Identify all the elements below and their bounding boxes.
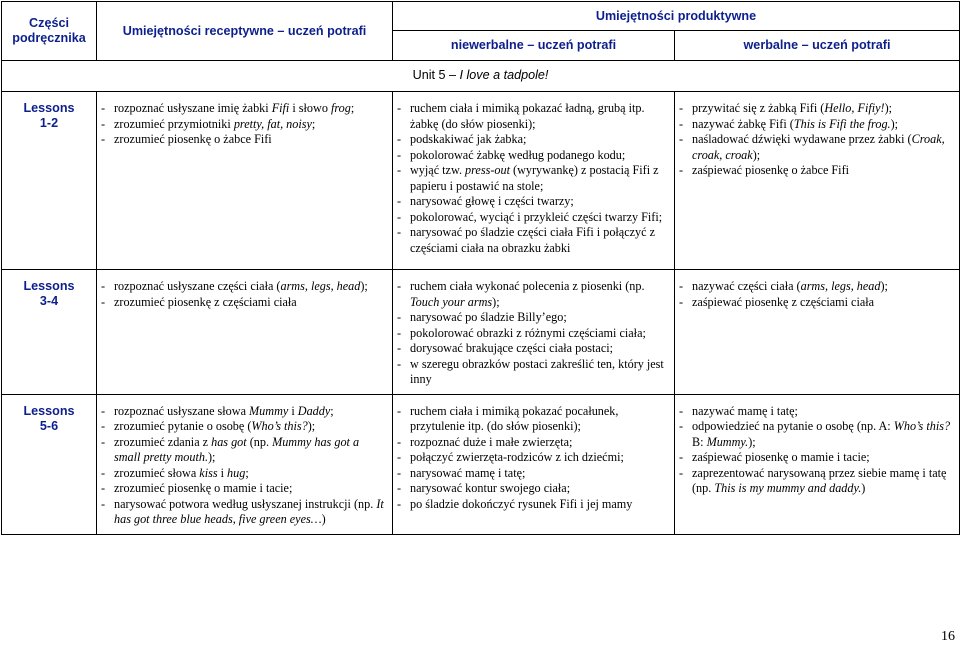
nonverbal-list [397,404,670,513]
lesson-cell: Lessons 5-6 [2,394,97,534]
receptive-list [101,279,388,310]
lesson-cell: Lessons 3-4 [2,270,97,395]
lesson-cell: Lessons 1-2 [2,92,97,270]
page-number: 16 [941,629,955,644]
table-row [2,92,960,270]
list-item: - naśladować dźwięki wydawane przez żabki (Croak, croak, croak); [679,132,955,163]
list-item: - zrozumieć zdania z has got (np. Mummy has got a small pretty mouth.); [101,435,388,466]
list-item: - po śladzie dokończyć rysunek Fifi i jej mamy [397,497,670,513]
list-item: - rozpoznać usłyszane słowa Mummy i Daddy; [101,404,388,420]
table-row [2,394,960,534]
list-item: - zrozumieć pytanie o osobę (Who’s this?); [101,419,388,435]
header-productive: Umiejętności produktywne [393,2,960,31]
list-item: - ruchem ciała i mimiką pokazać pocałunek, przytulenie itp. (do słów piosenki); [397,404,670,435]
list-item: - pokolorować obrazki z różnymi częściami ciała; [397,326,670,342]
list-item: - zaśpiewać piosenkę o mamie i tacie; [679,450,955,466]
header-nonverbal: niewerbalne – uczeń potrafi [393,31,675,61]
list-item: - narysować głowę i części twarzy; [397,194,670,210]
list-item: - zrozumieć piosenkę z częściami ciała [101,295,388,311]
list-item: - ruchem ciała wykonać polecenia z piosenki (np. Touch your arms); [397,279,670,310]
verbal-list [679,279,955,310]
list-item: - ruchem ciała i mimiką pokazać ładną, grubą itp. żabkę (do słów piosenki); [397,101,670,132]
list-item: - narysować kontur swojego ciała; [397,481,670,497]
list-item: - zaśpiewać piosenkę o żabce Fifi [679,163,955,179]
list-item: - narysować po śladzie Billy’ego; [397,310,670,326]
list-item: - wyjąć tzw. press-out (wyrywankę) z postacią Fifi z papieru i postawić na stole; [397,163,670,194]
unit-prefix: Unit 5 – [412,68,460,83]
list-item: - rozpoznać usłyszane imię żabki Fifi i słowo frog; [101,101,388,117]
nonverbal-list [397,279,670,388]
table-row [2,270,960,395]
list-item: - narysować mamę i tatę; [397,466,670,482]
header-receptive: Umiejętności receptywne – uczeń potrafi [97,2,393,61]
list-item: - pokolorować, wyciąć i przykleić części twarzy Fifi; [397,210,670,226]
receptive-list [101,404,388,528]
list-item: - podskakiwać jak żabka; [397,132,670,148]
list-item: - przywitać się z żabką Fifi (Hello, Fifiy!); [679,101,955,117]
list-item: - zaśpiewać piosenkę z częściami ciała [679,295,955,311]
verbal-list [679,101,955,179]
list-item: - nazywać żabkę Fifi (This is Fifi the frog.); [679,117,955,133]
list-item: - pokolorować żabkę według podanego kodu; [397,148,670,164]
list-item: - połączyć zwierzęta-rodziców z ich dziećmi; [397,450,670,466]
header-parts: Części podręcznika [2,2,97,61]
list-item: - zaprezentować narysowaną przez siebie mamę i tatę (np. This is my mummy and daddy.) [679,466,955,497]
list-item: - narysować potwora według usłyszanej instrukcji (np. It has got three blue heads, five green eyes…) [101,497,388,528]
unit-title [2,61,960,92]
list-item: - zrozumieć słowa kiss i hug; [101,466,388,482]
list-item: - rozpoznać usłyszane części ciała (arms, legs, head); [101,279,388,295]
receptive-list [101,101,388,148]
list-item: - odpowiedzieć na pytanie o osobę (np. A: Who’s this? B: Mummy.); [679,419,955,450]
list-item: - zrozumieć piosenkę o mamie i tacie; [101,481,388,497]
list-item: - rozpoznać duże i małe zwierzęta; [397,435,670,451]
nonverbal-list [397,101,670,256]
header-verbal: werbalne – uczeń potrafi [675,31,960,61]
list-item: - narysować po śladzie części ciała Fifi i połączyć z częściami ciała na obrazku żabki [397,225,670,256]
list-item: - nazywać mamę i tatę; [679,404,955,420]
list-item: - zrozumieć piosenkę o żabce Fifi [101,132,388,148]
list-item: - dorysować brakujące części ciała postaci; [397,341,670,357]
verbal-list [679,404,955,497]
list-item: - w szeregu obrazków postaci zakreślić ten, który jest inny [397,357,670,388]
curriculum-table [1,1,960,535]
list-item: - nazywać części ciała (arms, legs, head); [679,279,955,295]
unit-name: I love a tadpole! [459,68,549,83]
list-item: - zrozumieć przymiotniki pretty, fat, noisy; [101,117,388,133]
